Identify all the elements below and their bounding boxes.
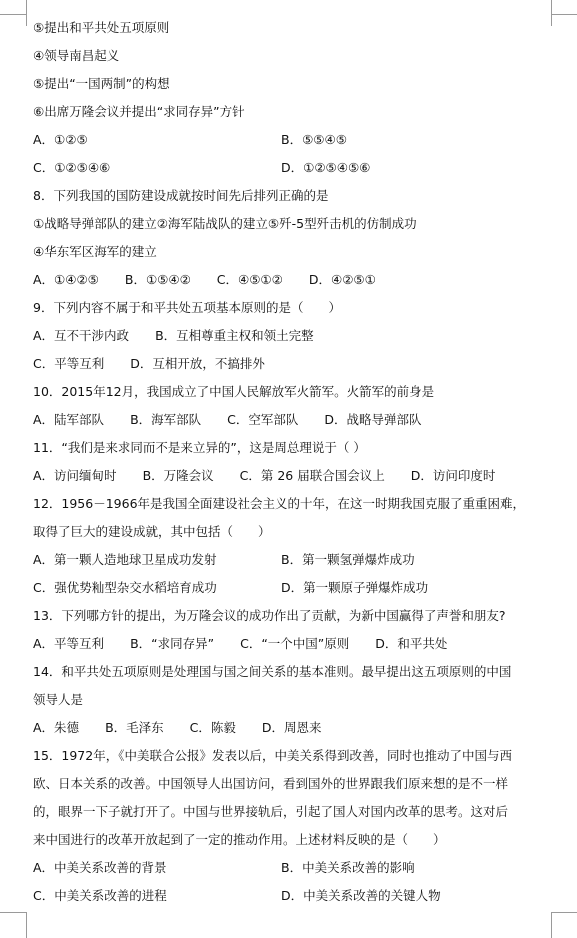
text-line: ⑤提出“一国两制”的构想	[33, 76, 170, 91]
answer-options-row	[33, 714, 543, 742]
text-line: 13．下列哪方针的提出，为万隆会议的成功作出了贡献，为新中国赢得了声誉和朋友?	[33, 608, 506, 623]
answer-option: C．强优势籼型杂交水稻培育成功	[33, 580, 217, 595]
text-line: ①战略导弹部队的建立②海军陆战队的建立⑤歼-5型歼击机的仿制成功	[33, 216, 417, 231]
text-line: 12．1956－1966年是我国全面建设社会主义的十年，在这一时期我国克服了重重困难，	[33, 496, 526, 511]
answer-option: C．第 26 届联合国会议上	[239, 468, 385, 483]
text-line: 11．“我们是来求同而不是来立异的”，这是周总理说于（ ）	[33, 440, 366, 455]
answer-option: A．①④②⑤	[33, 272, 99, 287]
answer-option: D．访问印度时	[410, 468, 496, 483]
answer-options-row	[33, 882, 543, 910]
answer-options-row	[33, 406, 543, 434]
answer-option: B．毛泽东	[105, 720, 164, 735]
answer-option: D．④②⑤①	[308, 272, 376, 287]
answer-option: C．中美关系改善的进程	[33, 888, 167, 903]
answer-option: D．互相开放，不搞排外	[130, 356, 265, 371]
crop-mark-bottom-right-h	[551, 912, 577, 913]
answer-options-row	[33, 546, 543, 574]
answer-option: D．第一颗原子弹爆炸成功	[281, 580, 429, 595]
answer-option: B．“求同存异”	[130, 636, 215, 651]
answer-option: C．陈毅	[189, 720, 236, 735]
text-line: 的，眼界一下子就打开了。中国与世界接轨后，引起了国人对国内改革的思考。这对后	[33, 804, 509, 819]
text-line: ④领导南昌起义	[33, 48, 120, 63]
text-line: 欧、日本关系的改善。中国领导人出国访问，看到国外的世界跟我们原来想的是不一样	[33, 776, 509, 791]
answer-option: C．“一个中国”原则	[240, 636, 350, 651]
answer-option: A．陆军部队	[33, 412, 105, 427]
answer-option: B．第一颗氢弹爆炸成功	[281, 552, 415, 567]
text-line: 14．和平共处五项原则是处理国与国之间关系的基本准则。最早提出这五项原则的中国	[33, 664, 512, 679]
answer-option: B．互相尊重主权和领土完整	[155, 328, 314, 343]
answer-options-row	[33, 462, 543, 490]
text-line: 取得了巨大的建设成就，其中包括（ ）	[33, 524, 271, 539]
answer-option: B．⑤⑤④⑤	[281, 132, 347, 147]
answer-options-row	[33, 322, 543, 350]
answer-option: D．周恩来	[261, 720, 322, 735]
answer-option: A．访问缅甸时	[33, 468, 117, 483]
answer-option: A．互不干涉内政	[33, 328, 130, 343]
crop-mark-bottom-right-v	[551, 912, 552, 938]
answer-options-row	[33, 126, 543, 154]
answer-option: C．①②⑤④⑥	[33, 160, 111, 175]
crop-mark-top-left-v	[26, 0, 27, 26]
text-line: ⑤提出和平共处五项原则	[33, 20, 170, 35]
crop-mark-bottom-left-h	[0, 912, 26, 913]
text-line: ④华东军区海军的建立	[33, 244, 157, 259]
text-line: 8．下列我国的国防建设成就按时间先后排列正确的是	[33, 188, 329, 203]
answer-option: B．海军部队	[130, 412, 202, 427]
answer-options-row	[33, 266, 543, 294]
text-line: 15．1972年，《中美联合公报》发表以后，中美关系得到改善，同时也推动了中国与西	[33, 748, 512, 763]
answer-option: B．①⑤④②	[124, 272, 191, 287]
text-line: 9．下列内容不属于和平共处五项基本原则的是（ ）	[33, 300, 341, 315]
answer-options-row	[33, 574, 543, 602]
answer-option: A．朱德	[33, 720, 80, 735]
crop-mark-top-left-h	[0, 14, 26, 15]
answer-options-row	[33, 854, 543, 882]
crop-mark-top-right-v	[551, 0, 552, 26]
answer-option: D．中美关系改善的关键人物	[281, 888, 441, 903]
answer-options-row	[33, 350, 543, 378]
answer-options-row	[33, 154, 543, 182]
answer-option: C．空军部队	[227, 412, 299, 427]
answer-option: A．中美关系改善的背景	[33, 860, 167, 875]
crop-mark-top-right-h	[551, 14, 577, 15]
text-line: 领导人是	[33, 692, 84, 707]
text-line: 10．2015年12月，我国成立了中国人民解放军火箭军。火箭军的前身是	[33, 384, 435, 399]
document-body	[33, 14, 543, 910]
answer-option: A．①②⑤	[33, 132, 88, 147]
answer-option: D．①②⑤④⑤⑥	[281, 160, 371, 175]
answer-option: B．中美关系改善的影响	[281, 860, 415, 875]
answer-option: A．平等互利	[33, 636, 105, 651]
text-line: 来中国进行的改革开放起到了一定的推动作用。上述材料反映的是（ ）	[33, 832, 446, 847]
answer-option: C．④⑤①②	[216, 272, 283, 287]
crop-mark-bottom-left-v	[26, 912, 27, 938]
answer-option: A．第一颗人造地球卫星成功发射	[33, 552, 217, 567]
answer-option: C．平等互利	[33, 356, 105, 371]
text-line: ⑥出席万隆会议并提出“求同存异”方针	[33, 104, 245, 119]
answer-option: D．战略导弹部队	[324, 412, 422, 427]
answer-options-row	[33, 630, 543, 658]
answer-option: D．和平共处	[375, 636, 448, 651]
answer-option: B．万隆会议	[142, 468, 214, 483]
